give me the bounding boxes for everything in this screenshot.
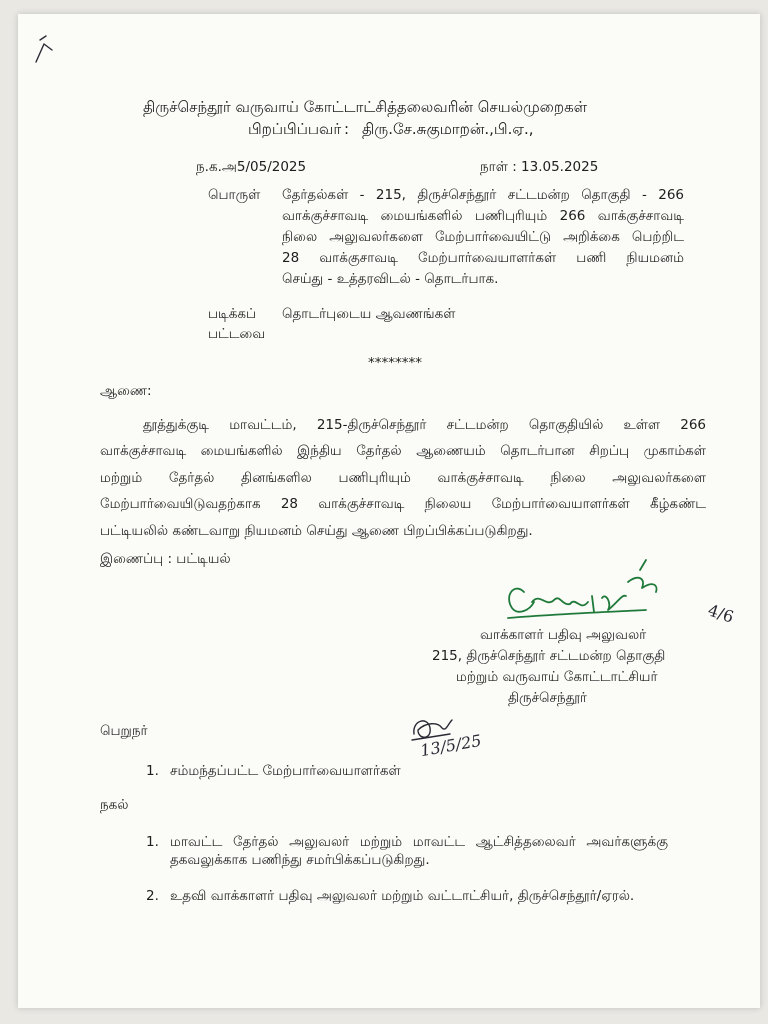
signatory-office: மற்றும் வருவாய் கோட்டாட்சியர் (456, 669, 658, 685)
issuer-label: பிறப்பிப்பவர் (248, 120, 342, 138)
pen-mark (30, 32, 60, 72)
initials-date: 13/5/25 (418, 730, 483, 761)
subject-line: தேர்தல்கள் - 215, திருச்செந்தூர் சட்டமன்ற தொகுதி - 266 (282, 187, 684, 203)
page-count-note: 4/6 (705, 600, 737, 627)
copy-item-line: மாவட்ட தேர்தல் அலுவலர் மற்றும் மாவட்ட ஆட்சித்தலைவர் அவர்களுக்கு (170, 834, 668, 850)
order-date: நாள் : 13.05.2025 (480, 159, 599, 175)
subject-line: செய்து - உத்தரவிடல் - தொடர்பாக. (282, 271, 499, 287)
copy-label: நகல் (100, 797, 129, 813)
subject-line: நிலை அலுவலர்களை மேற்பார்வையிட்டு அறிக்கை பெற்றிட (282, 229, 684, 245)
subject-label: பொருள் (208, 187, 261, 203)
order-line: பட்டியலில் கண்டவாறு நியமனம் செய்து ஆணை பிறப்பிக்கப்படுகிறது. (100, 523, 533, 539)
copy-item-line: தகவலுக்காக பணிந்து சமர்பிக்கப்படுகிறது. (170, 852, 430, 868)
issuer-separator: : (344, 120, 350, 138)
signatory-place: திருச்செந்தூர் (508, 690, 587, 706)
document-page (18, 14, 760, 1008)
order-line: தூத்துக்குடி மாவட்டம், 215-திருச்செந்தூர் சட்டமன்ற தொகுதியில் உள்ள 266 (143, 417, 706, 433)
recipient-item-text: சம்மந்தப்பட்ட மேற்பார்வையாளர்கள் (170, 763, 401, 779)
separator-stars: ******** (368, 355, 422, 371)
signatory-constituency: 215, திருச்செந்தூர் சட்டமன்ற தொகுதி (432, 648, 666, 664)
signatory-designation: வாக்காளர் பதிவு அலுவலர் (480, 627, 647, 643)
recipient-label: பெறுநர் (100, 723, 148, 739)
recipient-item-number: 1. (146, 763, 159, 779)
subject-line: வாக்குச்சாவடி மையங்களில் பணிபுரியும் 266 வாக்குச்சாவடி (282, 208, 684, 224)
copy-item-number: 1. (146, 834, 159, 850)
reference-text: தொடர்புடைய ஆவணங்கள் (282, 306, 456, 322)
issuer-name: திரு.சே.சுகுமாறன்.,பி.ஏ., (362, 120, 534, 138)
reference-label: படிக்கப் (208, 306, 257, 322)
order-line: வாக்குச்சாவடி மையங்களில் இந்திய தேர்தல் ஆணையம் தொடர்பான சிறப்பு முகாம்கள் (100, 443, 706, 459)
subject-line: 28 வாக்குசாவடி மேற்பார்வையாளர்கள் பணி நியமனம் (282, 250, 684, 266)
enclosure-note: இணைப்பு : பட்டியல் (100, 551, 231, 567)
order-line: மற்றும் தேர்தல் தினங்களில பணிபுரியும் வாக்குச்சாவடி நிலை அலுவலர்களை (100, 470, 706, 486)
order-label: ஆணை: (100, 383, 152, 399)
reference-label: பட்டவை (208, 326, 266, 342)
reference-number: ந.க.அ5/05/2025 (196, 159, 307, 175)
copy-item-number: 2. (146, 888, 159, 904)
signature (496, 552, 666, 630)
office-title: திருச்செந்தூர் வருவாய் கோட்டாட்சித்தலைவரின் செயல்முறைகள் (143, 98, 588, 116)
order-line: மேற்பார்வையிடுவதற்காக 28 வாக்குச்சாவடி நிலைய மேற்பார்வையாளர்கள் கீழ்கண்ட (100, 496, 706, 512)
copy-item-line: உதவி வாக்காளர் பதிவு அலுவலர் மற்றும் வட்டாட்சியர், திருச்செந்தூர்/ஏரல். (170, 888, 635, 904)
